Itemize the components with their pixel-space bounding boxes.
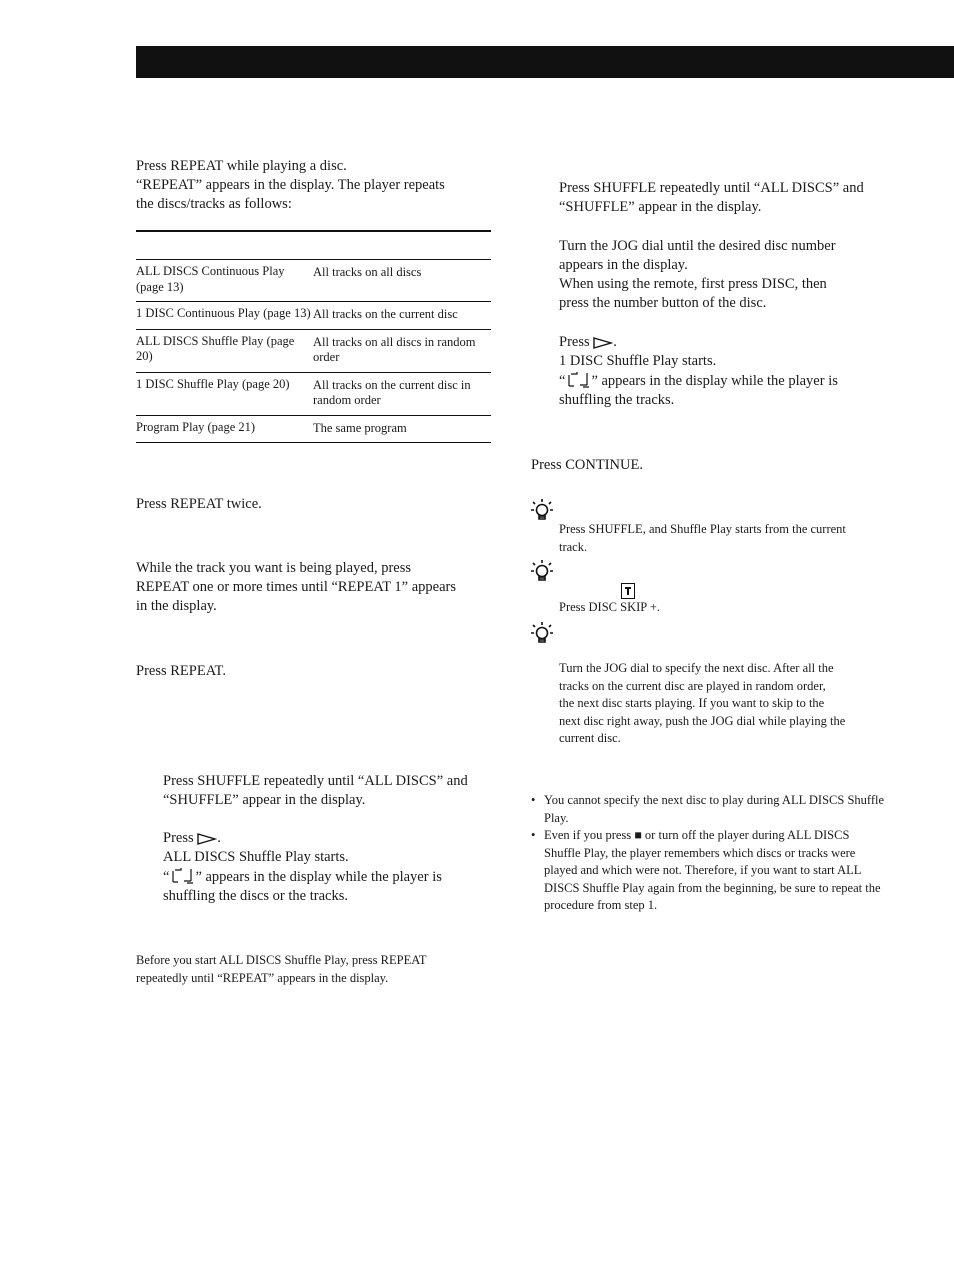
table-cell-repeats: All tracks on all discs	[313, 265, 422, 279]
text-line: appears in the display.	[559, 257, 688, 273]
table-cell-mode: ALL DISCS Shuffle Play (page 20)	[136, 333, 295, 363]
header-bar	[136, 46, 954, 78]
text-line: Press SHUFFLE repeatedly until “ALL DISCS” and	[559, 180, 864, 196]
one-disc-step-2	[559, 237, 899, 313]
lightbulb-tip-icon	[531, 498, 553, 522]
shuffle-display-icon	[565, 371, 591, 388]
text-line: track.	[559, 539, 588, 554]
remote-icon	[621, 583, 635, 599]
table-cell-repeats: All tracks on the current disc in random order	[313, 377, 471, 407]
text-line: tracks on the current disc are played in random order,	[559, 678, 826, 693]
quote-open: “	[559, 373, 566, 389]
text-line: “SHUFFLE” appear in the display.	[163, 792, 366, 808]
table-cell-mode: ALL DISCS Continuous Play (page 13)	[136, 264, 285, 294]
shuffle-display-line	[559, 371, 899, 391]
repeat-one-text	[136, 559, 496, 616]
tip-3-text	[559, 660, 899, 748]
repeat-intro	[136, 157, 496, 214]
tip-2-text: Press DISC SKIP +.	[559, 600, 661, 614]
all-discs-note	[136, 952, 496, 987]
table-cell-repeats: All tracks on all discs in random order	[313, 334, 476, 364]
text-line: “SHUFFLE” appear in the display.	[559, 199, 762, 215]
text-line: Press SHUFFLE repeatedly until “ALL DISCS” and	[163, 773, 468, 789]
text-line: When using the remote, first press DISC, then	[559, 276, 827, 292]
text-line: shuffling the discs or the tracks.	[163, 888, 348, 904]
table-cell-mode: 1 DISC Shuffle Play (page 20)	[136, 376, 290, 391]
table-row	[136, 259, 491, 301]
all-discs-step-2	[163, 829, 503, 906]
text-line: current disc.	[559, 731, 621, 745]
repeat-table	[136, 230, 491, 443]
intro-line: “REPEAT” appears in the display. The player repeats	[136, 177, 445, 193]
quote-rest: ” appears in the display while the player is	[591, 373, 838, 389]
play-triangle-icon	[197, 833, 217, 845]
table-cell-repeats: The same program	[313, 420, 407, 435]
list-item: • You cannot specify the next disc to play during ALL DISCS Shuffle Play.	[531, 792, 886, 827]
press-continue-text: Press CONTINUE.	[531, 457, 643, 473]
tip-1-text	[559, 521, 894, 556]
press-label: Press	[559, 334, 590, 350]
lightbulb-tip-icon	[531, 559, 553, 583]
one-disc-step-1	[559, 179, 899, 217]
notes-list	[531, 792, 886, 915]
text-line: the next disc starts playing. If you want to skip to the	[559, 696, 825, 710]
text-line: Press SHUFFLE, and Shuffle Play starts from the current	[559, 522, 846, 536]
text-line: next disc right away, push the JOG dial while playing the	[559, 713, 846, 728]
table-row	[136, 301, 491, 329]
one-disc-step-3	[559, 333, 899, 410]
table-row	[136, 372, 491, 415]
intro-line: the discs/tracks as follows:	[136, 196, 292, 212]
press-play-line: Press .	[559, 334, 617, 350]
play-triangle-icon	[593, 337, 613, 349]
list-item: • Even if you press ■ or turn off the player during ALL DISCS Shuffle Play, the player remembers which discs or tracks were played and which were not. Therefore, if you want to start ALL DISCS Shuffle Play again from the beginning, be sure to repeat the procedure from step 1.	[531, 827, 886, 915]
table-cell-mode: 1 DISC Continuous Play (page 13)	[136, 306, 311, 320]
text-line: While the track you want is being played, press	[136, 560, 412, 576]
table-row	[136, 415, 491, 444]
press-label: Press	[163, 830, 194, 846]
quote-rest: ” appears in the display while the player is	[195, 869, 442, 885]
text-line: press the number button of the disc.	[559, 295, 767, 311]
table-cell-mode: Program Play (page 21)	[136, 419, 256, 434]
shuffle-display-line	[163, 867, 503, 887]
press-play-line: Press .	[163, 830, 221, 846]
text-line: Before you start ALL DISCS Shuffle Play, press REPEAT	[136, 953, 427, 967]
text-line: Turn the JOG dial to specify the next disc. After all the	[559, 661, 834, 675]
text-line: repeatedly until “REPEAT” appears in the display.	[136, 970, 389, 985]
all-discs-step-1	[163, 772, 503, 810]
text-line: Turn the JOG dial until the desired disc number	[559, 238, 836, 254]
press-repeat-text: Press REPEAT.	[136, 663, 226, 679]
table-cell-repeats: All tracks on the current disc	[313, 307, 458, 321]
lightbulb-tip-icon	[531, 621, 553, 645]
text-line: ALL DISCS Shuffle Play starts.	[163, 849, 349, 865]
table-top-rule	[136, 230, 491, 232]
repeat-twice-text: Press REPEAT twice.	[136, 496, 262, 512]
text-line: 1 DISC Shuffle Play starts.	[559, 353, 717, 369]
intro-line: Press REPEAT while playing a disc.	[136, 158, 347, 174]
text-line: shuffling the tracks.	[559, 392, 675, 408]
shuffle-display-icon	[169, 867, 195, 884]
text-line: in the display.	[136, 598, 217, 614]
quote-open: “	[163, 869, 170, 885]
text-line: REPEAT one or more times until “REPEAT 1” appears	[136, 579, 457, 595]
table-row	[136, 329, 491, 372]
